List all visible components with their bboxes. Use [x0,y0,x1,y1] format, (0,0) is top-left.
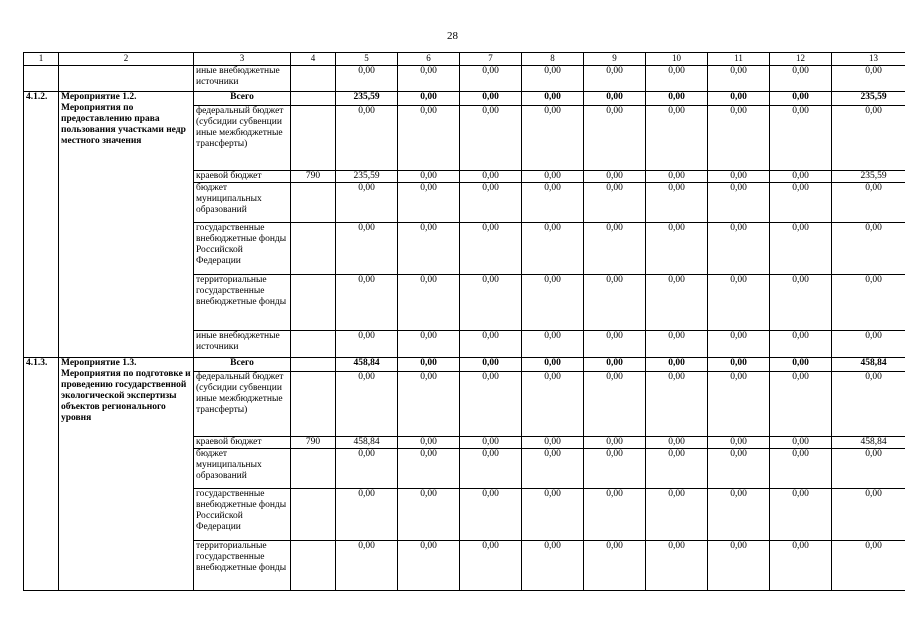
value-cell: 0,00 [770,183,832,223]
column-number: 8 [522,53,584,66]
code-4-cell: 790 [291,437,336,449]
value-cell: 0,00 [646,275,708,331]
column-number: 5 [336,53,398,66]
value-cell: 0,00 [522,171,584,183]
source-cell: иные внебюджетные источники [194,66,291,92]
code-4-cell [291,372,336,437]
value-cell: 0,00 [398,449,460,489]
value-cell: 0,00 [646,106,708,171]
value-cell: 0,00 [460,437,522,449]
value-cell: 0,00 [522,449,584,489]
value-cell: 0,00 [770,66,832,92]
value-cell: 0,00 [398,331,460,358]
value-cell: 0,00 [398,358,460,372]
total-row [24,358,905,372]
value-cell: 0,00 [584,223,646,275]
value-cell: 0,00 [522,437,584,449]
value-cell: 235,59 [832,171,905,183]
value-cell: 0,00 [646,171,708,183]
code-4-cell [291,92,336,106]
value-cell: 0,00 [584,541,646,591]
value-cell: 0,00 [522,106,584,171]
value-cell: 0,00 [584,489,646,541]
value-cell: 0,00 [584,358,646,372]
value-cell: 0,00 [460,106,522,171]
title-cell [59,66,194,92]
value-cell: 0,00 [584,171,646,183]
value-cell: 0,00 [398,171,460,183]
value-cell: 235,59 [832,92,905,106]
value-cell: 0,00 [584,331,646,358]
funding-source: иные внебюджетные источники [194,331,291,358]
item-code: 4.1.3. [24,358,59,591]
value-cell: 0,00 [336,489,398,541]
value-cell: 0,00 [832,106,905,171]
value-cell: 0,00 [584,183,646,223]
value-cell: 0,00 [584,437,646,449]
code-4-cell [291,541,336,591]
value-cell: 0,00 [460,223,522,275]
column-number: 9 [584,53,646,66]
value-cell: 0,00 [832,331,905,358]
value-cell: 0,00 [646,372,708,437]
value-cell: 0,00 [770,372,832,437]
value-cell: 0,00 [770,92,832,106]
column-number: 13 [832,53,905,66]
value-cell: 0,00 [646,449,708,489]
column-number: 4 [291,53,336,66]
column-number: 3 [194,53,291,66]
funding-source: государственные внебюджетные фонды Российской Федерации [194,223,291,275]
funding-source: территориальные государственные внебюджетные фонды [194,275,291,331]
column-number: 7 [460,53,522,66]
value-cell: 0,00 [770,489,832,541]
funding-source: территориальные государственные внебюджетные фонды [194,541,291,591]
code-cell [24,66,59,92]
code-4-cell [291,223,336,275]
value-cell: 0,00 [460,171,522,183]
value-cell: 0,00 [646,489,708,541]
value-cell: 0,00 [336,275,398,331]
value-cell: 0,00 [522,92,584,106]
value-cell: 0,00 [708,106,770,171]
value-cell: 0,00 [708,66,770,92]
value-cell: 0,00 [522,223,584,275]
value-cell: 0,00 [460,275,522,331]
value-cell: 0,00 [832,541,905,591]
funding-source: Всего [194,358,291,372]
value-cell: 0,00 [770,358,832,372]
value-cell: 0,00 [832,489,905,541]
value-cell: 0,00 [336,106,398,171]
value-cell: 0,00 [522,275,584,331]
value-cell: 0,00 [336,66,398,92]
value-cell: 0,00 [460,372,522,437]
funding-source: федеральный бюджет (субсидии субвенции иные межбюджетные трансферты) [194,106,291,171]
value-cell: 0,00 [584,106,646,171]
value-cell: 0,00 [398,223,460,275]
value-cell: 0,00 [770,275,832,331]
value-cell: 0,00 [460,358,522,372]
value-cell: 235,59 [336,171,398,183]
value-cell: 0,00 [460,541,522,591]
value-cell: 0,00 [460,331,522,358]
funding-source: бюджет муниципальных образований [194,449,291,489]
value-cell: 0,00 [336,223,398,275]
code-4-cell [291,275,336,331]
value-cell: 0,00 [522,489,584,541]
funding-source: краевой бюджет [194,171,291,183]
code-4-cell: 790 [291,171,336,183]
code-4-cell [291,183,336,223]
funding-source: федеральный бюджет (субсидии субвенции иные межбюджетные трансферты) [194,372,291,437]
funding-source: Всего [194,92,291,106]
value-cell: 0,00 [708,223,770,275]
value-cell: 0,00 [584,372,646,437]
column-number: 11 [708,53,770,66]
column-number: 1 [24,53,59,66]
value-cell: 0,00 [398,489,460,541]
value-cell: 0,00 [708,183,770,223]
total-row [24,92,905,106]
value-cell: 458,84 [832,437,905,449]
value-cell: 0,00 [708,489,770,541]
budget-table [23,52,905,591]
value-cell: 0,00 [832,372,905,437]
value-cell: 0,00 [832,223,905,275]
value-cell: 0,00 [522,66,584,92]
value-cell: 0,00 [646,437,708,449]
value-cell: 0,00 [770,106,832,171]
funding-source: государственные внебюджетные фонды Российской Федерации [194,489,291,541]
value-cell: 0,00 [708,541,770,591]
value-cell: 0,00 [646,223,708,275]
value-cell: 0,00 [708,275,770,331]
table-row [24,66,905,92]
value-cell: 0,00 [398,437,460,449]
value-cell: 458,84 [336,437,398,449]
value-cell: 0,00 [708,372,770,437]
value-cell: 0,00 [832,183,905,223]
value-cell: 0,00 [770,171,832,183]
value-cell: 0,00 [460,66,522,92]
value-cell: 235,59 [336,92,398,106]
value-cell: 0,00 [646,183,708,223]
funding-source: краевой бюджет [194,437,291,449]
value-cell: 0,00 [584,449,646,489]
value-cell: 0,00 [646,358,708,372]
value-cell: 0,00 [398,275,460,331]
column-number: 6 [398,53,460,66]
value-cell: 0,00 [336,372,398,437]
value-cell: 0,00 [708,92,770,106]
value-cell: 0,00 [398,183,460,223]
value-cell: 0,00 [336,331,398,358]
column-number: 10 [646,53,708,66]
value-cell: 0,00 [460,489,522,541]
code-4-cell [291,331,336,358]
value-cell: 0,00 [584,92,646,106]
value-cell: 0,00 [460,449,522,489]
value-cell: 0,00 [708,331,770,358]
value-cell: 0,00 [522,183,584,223]
code-4-cell [291,489,336,541]
item-title: Мероприятие 1.3. Мероприятия по подготовке и проведению государственной экологической экспертизы объектов регионального уровня [59,358,194,591]
value-cell: 0,00 [522,358,584,372]
value-cell: 0,00 [584,275,646,331]
column-number: 2 [59,53,194,66]
value-cell: 0,00 [646,331,708,358]
value-cell: 0,00 [398,66,460,92]
funding-source: бюджет муниципальных образований [194,183,291,223]
value-cell: 0,00 [646,92,708,106]
value-cell: 0,00 [336,541,398,591]
value-cell: 0,00 [832,66,905,92]
value-cell: 0,00 [336,183,398,223]
value-cell: 0,00 [770,223,832,275]
value-cell: 0,00 [708,449,770,489]
value-cell: 0,00 [584,66,646,92]
value-cell: 0,00 [770,437,832,449]
item-code: 4.1.2. [24,92,59,358]
column-number: 12 [770,53,832,66]
code-4-cell [291,449,336,489]
value-cell: 0,00 [522,372,584,437]
value-cell: 0,00 [522,331,584,358]
value-cell: 0,00 [646,66,708,92]
value-cell: 0,00 [398,541,460,591]
value-cell: 0,00 [708,171,770,183]
value-cell: 0,00 [708,358,770,372]
page-number: 28 [447,30,458,42]
value-cell: 0,00 [522,541,584,591]
value-cell: 0,00 [398,372,460,437]
code-4-cell [291,66,336,92]
value-cell: 0,00 [832,275,905,331]
value-cell: 0,00 [646,541,708,591]
item-title: Мероприятие 1.2. Мероприятия по предоставлению права пользования участками недр местного значения [59,92,194,358]
value-cell: 0,00 [336,449,398,489]
code-4-cell [291,106,336,171]
value-cell: 458,84 [832,358,905,372]
value-cell: 0,00 [708,437,770,449]
value-cell: 0,00 [770,541,832,591]
value-cell: 0,00 [398,92,460,106]
code-4-cell [291,358,336,372]
value-cell: 0,00 [460,183,522,223]
value-cell: 0,00 [770,331,832,358]
value-cell: 0,00 [460,92,522,106]
value-cell: 0,00 [770,449,832,489]
header-row [24,53,905,66]
value-cell: 0,00 [832,449,905,489]
value-cell: 0,00 [398,106,460,171]
value-cell: 458,84 [336,358,398,372]
